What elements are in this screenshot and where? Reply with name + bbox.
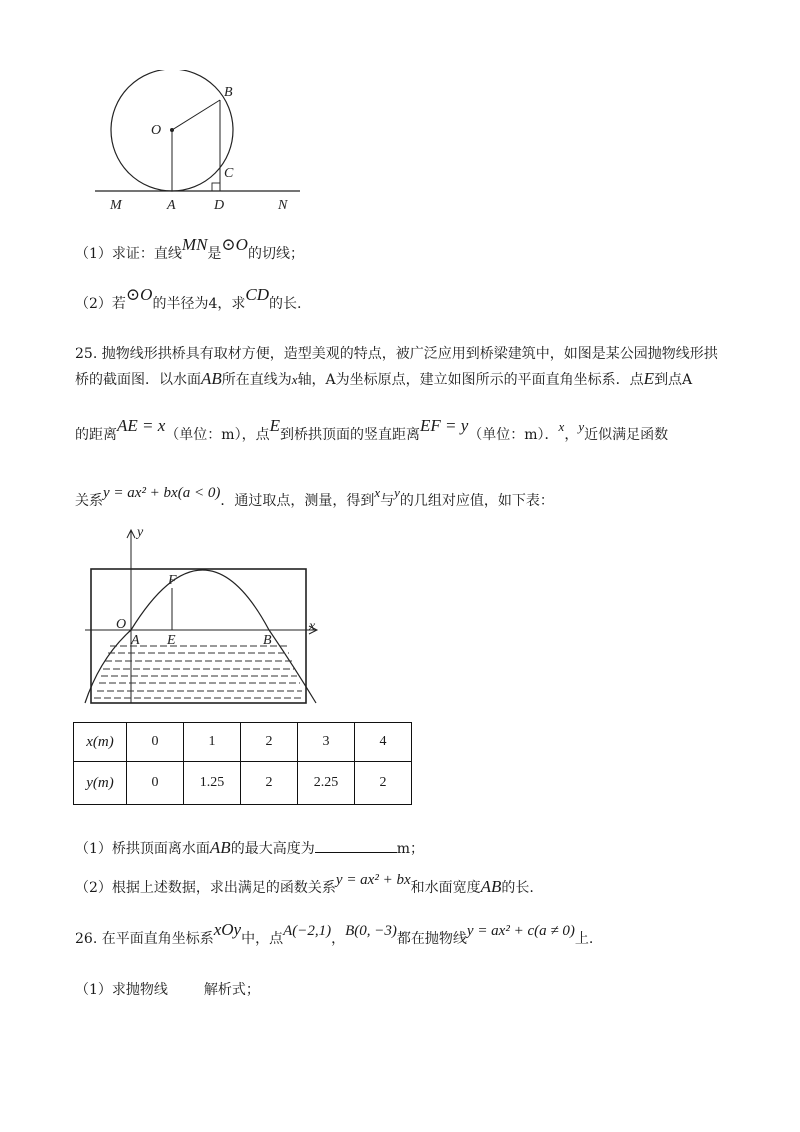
center-point [170,128,174,132]
math-x: x [291,372,298,387]
label-c: C [224,166,234,181]
math-mn: MN [181,235,208,254]
math-point-b: B(0, −3) [345,923,397,939]
math-function: y = ax² + bx(a < 0) [103,485,221,501]
q26-p1-a: （1）求抛物线 [75,982,168,998]
q25-part2 [75,872,534,897]
table-cell: 2.25 [298,762,355,805]
math-ab: AB [480,877,502,896]
q25-l2-b: 所在直线为 [221,372,292,388]
table-head-y: y(m) [74,762,127,805]
math-ae-x: AE = x [117,416,166,435]
q25-line1: 25. 抛物线形拱桥具有取材方便，造型美观的特点，被广泛应用到桥梁建筑中，如图是某公园抛物线形拱 [75,346,718,362]
fig-label-a: A [131,633,140,648]
math-ab: AB [201,369,222,388]
q26-line1 [75,920,594,948]
q25-line3 [75,416,669,444]
q26-part1 [75,979,260,999]
math-circle-o: ⊙O [125,285,153,304]
xy-value-table [73,722,412,805]
table-cell: 0 [127,723,184,762]
fig-label-o: O [116,617,127,632]
fig-label-x: x [309,619,316,634]
math-point-a: A(−2,1) [283,923,332,939]
q25-line4 [75,485,554,510]
q25-l3-a: 的距离 [75,427,117,443]
math-ef-y: EF = y [419,416,469,435]
label-b: B [224,85,233,100]
q25-p1-c: m； [396,841,424,857]
table-row [74,762,412,805]
math-y: y [578,419,585,434]
q25-l2-c: 轴，A为坐标原点，建立如图所示的平面直角坐标系．点 [297,372,644,388]
q26-l1-d: 上. [574,931,594,947]
label-o: O [151,123,162,138]
q25-l3-c: 到桥拱顶面的竖直距离 [279,427,420,443]
table-cell: 0 [127,762,184,805]
q25-l4-a: 关系 [75,493,103,509]
q25-l4-d: 的几组对应值，如下表： [399,493,554,509]
q25-part1 [75,838,424,858]
label-d: D [214,198,225,213]
math-e: E [643,369,655,388]
table-cell: 2 [241,723,298,762]
q25-line2 [75,369,692,389]
q24-p1-mid: 是 [207,246,222,262]
math-function: y = ax² + bx [335,872,411,888]
table-cell: 2 [241,762,298,805]
q24-p1-prefix: （1）求证：直线 [75,246,182,262]
table-cell: 4 [355,723,412,762]
q26-l1-a: 26. 在平面直角坐标系 [75,931,214,947]
table-cell: 1 [184,723,241,762]
q25-l4-c: 与 [380,493,395,509]
q26-l1-comma: ， [331,931,346,947]
q25-l2-a: 桥的截面图．以水面 [75,372,201,388]
q25-p1-b: 的最大高度为 [230,841,315,857]
math-x: x [558,419,565,434]
q26-l1-c: 都在抛物线 [396,931,467,947]
table-head-x: x(m) [74,723,127,762]
q24-p2-mid: 的半径为4，求 [152,296,246,312]
q25-p2-b: 和水面宽度 [410,880,481,896]
math-function: y = ax² + c(a ≠ 0) [466,923,575,939]
q25-l4-b: ．通过取点，测量，得到 [220,493,375,509]
q25-l2-d: 到点A [654,372,693,388]
q24-part2 [75,285,302,313]
table-cell: 1.25 [184,762,241,805]
q26-p1-b: 解析式； [203,982,260,998]
q25-p2-a: （2）根据上述数据，求出满足的函数关系 [75,880,336,896]
q25-l3-e2: 近似满足函数 [584,427,669,443]
q25-l3-b: （单位：m），点 [165,427,270,443]
label-n: N [278,198,288,213]
math-x: x [374,485,381,500]
label-m: M [110,198,122,213]
q25-p1-a: （1）桥拱顶面离水面 [75,841,210,857]
q25-p2-c: 的长. [501,880,534,896]
answer-blank[interactable] [315,840,397,853]
q24-part1 [75,235,304,263]
math-ab: AB [209,838,231,857]
q25-l3-d: （单位：m）． [468,427,559,443]
q24-p2-suffix: 的长. [269,296,302,312]
math-e: E [269,416,280,435]
q24-p2-prefix: （2）若 [75,296,126,312]
math-cd: CD [245,285,269,304]
water-dashes [94,646,304,698]
arch-bridge-figure [80,520,330,710]
table-row [74,723,412,762]
circle-tangent-figure [90,70,320,220]
fig-label-e: E [167,633,176,648]
q24-p1-suffix: 的切线； [247,246,304,262]
segment-ob [172,100,220,130]
fig-label-b: B [263,633,272,648]
table-cell: 3 [298,723,355,762]
right-angle-mark [212,183,220,191]
q25-l3-comma: ， [564,427,579,443]
math-circle-o: ⊙O [221,235,248,254]
math-y: y [394,485,400,500]
q26-l1-b: 中，点 [241,931,284,947]
math-xoy: xOy [213,920,242,939]
label-a: A [167,198,176,213]
fig-label-y: y [137,525,144,540]
fig-label-f: F [168,573,177,588]
table-cell: 2 [355,762,412,805]
